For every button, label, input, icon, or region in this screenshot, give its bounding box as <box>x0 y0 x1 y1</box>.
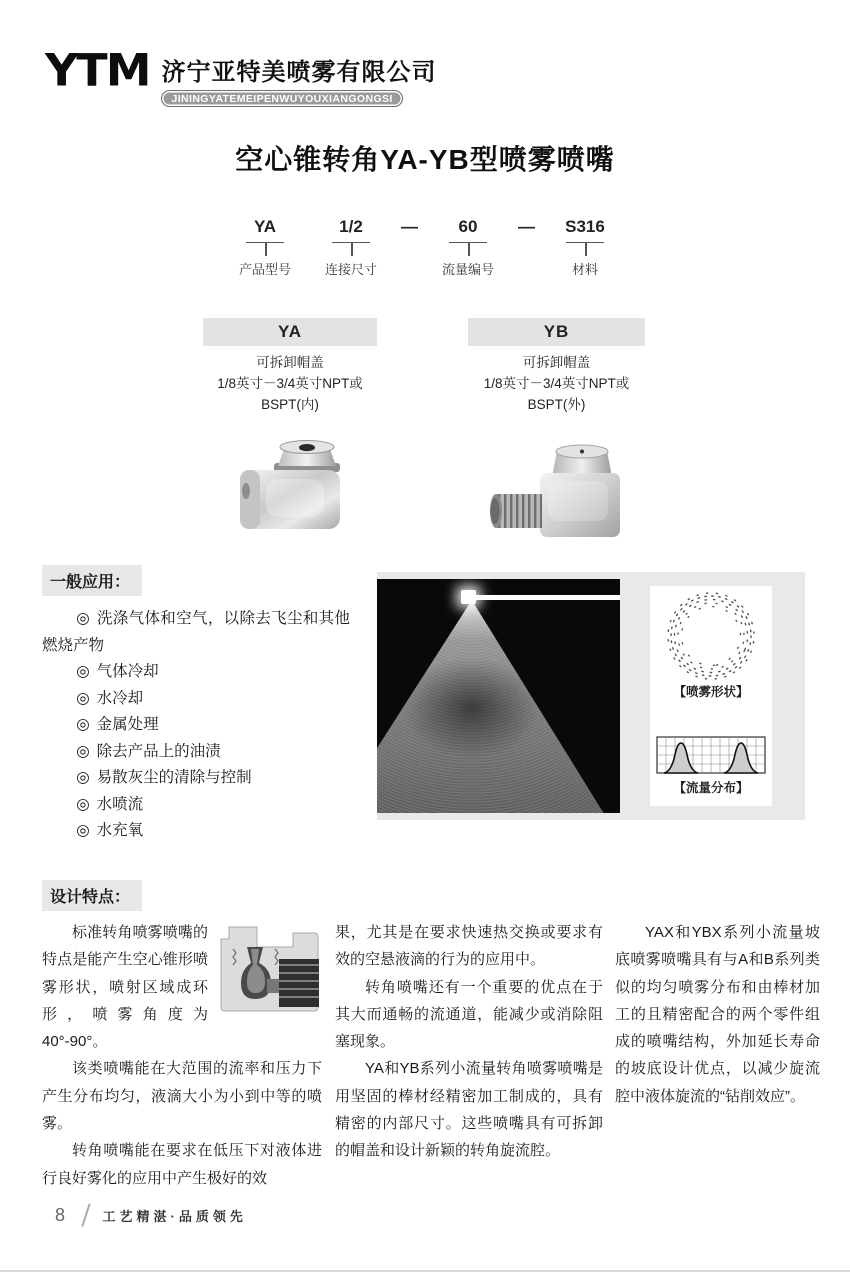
design-columns <box>42 919 820 1192</box>
application-item <box>42 606 350 659</box>
applications-section <box>42 565 350 845</box>
application-item <box>42 792 350 819</box>
application-text: 水充氧 <box>96 822 144 839</box>
spray-shape-caption: 【喷雾形状】 <box>673 685 749 699</box>
application-item <box>42 686 350 713</box>
code-separator: — <box>518 217 535 236</box>
model-code-segment <box>549 216 621 278</box>
code-value: S316 <box>565 217 605 236</box>
connector-line <box>566 242 604 256</box>
design-column-2 <box>335 919 603 1192</box>
applications-heading: 一般应用： <box>42 565 142 596</box>
spec-line: 1/8英寸－3/4英寸NPT或 <box>217 376 363 391</box>
application-text: 气体冷却 <box>96 663 159 680</box>
spray-panel <box>377 572 805 820</box>
code-value: YA <box>253 217 277 236</box>
spray-diagrams-card <box>650 586 772 806</box>
design-section <box>42 880 820 1192</box>
brand-text <box>161 52 436 107</box>
flow-distribution-caption: 【流量分布】 <box>673 781 749 795</box>
application-text: 洗涤气体和空气，以除去飞尘和其他燃烧产物 <box>42 610 350 654</box>
spray-cone-graphic <box>377 579 620 813</box>
application-text: 水喷流 <box>96 795 144 813</box>
spray-photo <box>377 579 620 813</box>
footer-slogan: 工艺精湛·品质领先 <box>102 1208 247 1224</box>
design-paragraph: 转角喷嘴还有一个重要的优点在于其大而通畅的流通道，能减少或消除阻塞现象。 <box>335 978 603 1051</box>
application-item <box>42 712 350 739</box>
model-code-diagram <box>0 216 850 278</box>
bullet-icon: ◎ <box>76 716 90 733</box>
page-footer <box>55 1203 247 1227</box>
design-paragraph: YAX和YBX系列小流量坡底喷雾喷嘴具有与A和B系列类似的均匀喷雾分布和由棒材加工的且精密配合的两个零件组成的喷嘴结构，外加延长寿命的坡底设计优点，以减少旋流腔中液体旋流的“钻削效应”。 <box>615 924 820 1105</box>
application-text: 水冷却 <box>96 689 144 707</box>
page-bottom-edge <box>0 1270 850 1272</box>
application-text: 金属处理 <box>96 716 159 733</box>
bullet-icon: ◎ <box>76 742 90 760</box>
bullet-icon: ◎ <box>76 689 90 707</box>
connector-line <box>332 242 370 256</box>
code-label: 连接尺寸 <box>324 262 377 277</box>
code-label: 流量编号 <box>441 262 494 277</box>
spec-line: BSPT(内) <box>261 397 319 412</box>
nozzle-cross-section-diagram <box>217 923 322 1015</box>
spec-line: BSPT(外) <box>527 397 586 412</box>
bullet-icon: ◎ <box>76 610 90 627</box>
company-logo: YTM <box>45 44 150 96</box>
company-pinyin-badge: JININGYATEMEIPENWUYOUXIANGONGSI <box>161 90 402 107</box>
spec-line: 可拆卸帽盖 <box>522 355 591 370</box>
series-yb-specs <box>484 352 630 415</box>
series-column-ya <box>203 318 377 535</box>
model-code-segment <box>229 216 301 278</box>
design-heading: 设计特点： <box>42 880 142 911</box>
design-paragraph: 标准转角喷雾喷嘴的特点是能产生空心锥形喷雾形状，喷射区域成环形，喷雾角度为40°-90°。 <box>42 924 208 1051</box>
brand-header <box>45 44 437 107</box>
series-column-yb <box>468 318 645 539</box>
nozzle-ya-photo <box>232 439 348 535</box>
nozzle-pipe-graphic <box>472 595 620 600</box>
model-code-segment <box>315 216 387 278</box>
application-item <box>42 739 350 766</box>
connector-line <box>449 242 487 256</box>
series-ya-specs <box>217 352 363 415</box>
code-separator: — <box>401 217 418 236</box>
design-paragraph: YA和YB系列小流量转角喷雾喷嘴是用坚固的棒材经精密加工制成的，具有精密的内部尺寸。这些喷嘴具有可拆卸的帽盖和设计新颖的转角旋流腔。 <box>335 1060 603 1160</box>
design-column-1 <box>42 919 322 1192</box>
applications-list <box>42 606 350 845</box>
code-value: 60 <box>458 217 478 236</box>
design-column-3 <box>615 919 820 1192</box>
application-text: 除去产品上的油渍 <box>96 742 221 760</box>
model-code-segment <box>432 216 504 278</box>
application-item <box>42 765 350 792</box>
page-number: 8 <box>55 1204 66 1225</box>
series-ya-header: YA <box>203 318 377 346</box>
design-paragraph: 果，尤其是在要求快速热交换或要求有效的空悬液滴的行为的应用中。 <box>335 924 603 969</box>
nozzle-yb-photo <box>486 439 628 539</box>
code-label: 产品型号 <box>238 262 291 277</box>
connector-line <box>246 242 284 256</box>
page-title: 空心锥转角YA-YB型喷雾喷嘴 <box>235 144 615 175</box>
flow-distribution-diagram <box>656 736 766 774</box>
application-item <box>42 818 350 845</box>
code-value: 1/2 <box>339 217 363 236</box>
application-item <box>42 659 350 686</box>
series-yb-header: YB <box>468 318 645 346</box>
spec-line: 可拆卸帽盖 <box>256 355 324 370</box>
spray-shape-ring-diagram <box>659 590 763 682</box>
code-label: 材料 <box>571 262 598 277</box>
bullet-icon: ◎ <box>76 795 90 813</box>
application-text: 易散灰尘的清除与控制 <box>96 769 252 786</box>
spec-line: 1/8英寸－3/4英寸NPT或 <box>483 376 630 391</box>
company-name: 济宁亚特美喷雾有限公司 <box>161 59 437 86</box>
bullet-icon: ◎ <box>76 769 90 786</box>
bullet-icon: ◎ <box>76 822 90 839</box>
design-paragraph: 该类喷嘴能在大范围的流率和压力下产生分布均匀，液滴大小为小到中等的喷雾。 <box>42 1060 322 1133</box>
bullet-icon: ◎ <box>76 663 90 680</box>
footer-slash-divider <box>81 1203 90 1226</box>
design-paragraph: 转角喷嘴能在要求在低压下对液体进行良好雾化的应用中产生极好的效 <box>42 1142 322 1187</box>
